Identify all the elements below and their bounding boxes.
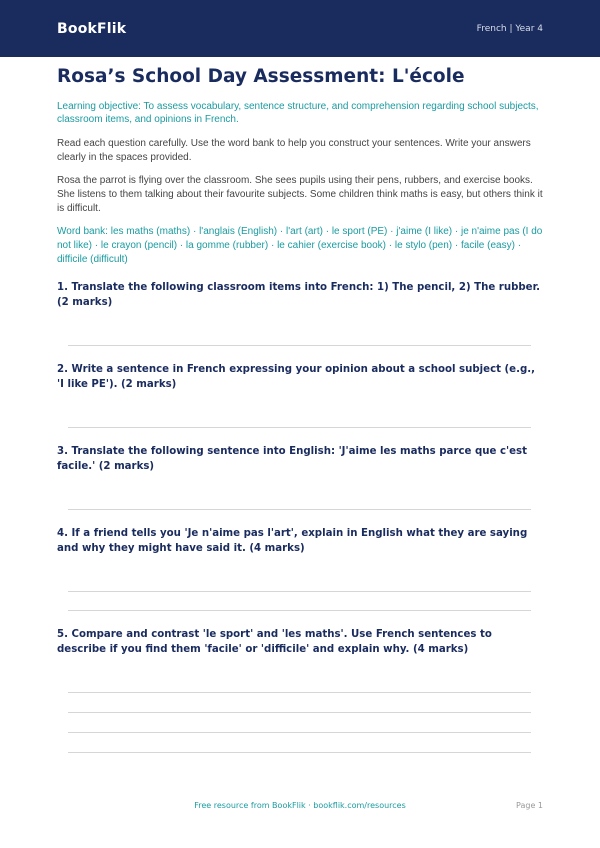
page-header — [0, 0, 600, 57]
footer-resource-link[interactable]: Free resource from BookFlik · bookflik.com/resources — [194, 801, 406, 810]
answer-line[interactable] — [68, 732, 531, 733]
answer-line[interactable] — [68, 591, 531, 592]
subject-year-label: French | Year 4 — [476, 23, 543, 34]
word-bank: Word bank: les maths (maths) · l'anglais (English) · l'art (art) · le sport (PE) · j'aime (I like) · je n'aime pas (I do not like) · le crayon (pencil) · la gomme (rubber) · le cahier (exercise book) · le stylo (pen) · facile (easy) · difficile (difficult) — [57, 226, 543, 265]
instructions-text: Read each question carefully. Use the word bank to help you construct your sentences. Write your answers clearly in the spaces provided. — [57, 138, 531, 163]
answer-line[interactable] — [68, 509, 531, 510]
question-4: 4. If a friend tells you 'Je n'aime pas l'art', explain in English what they are saying and why they might have said it. (4 marks) — [57, 528, 528, 554]
story-text: Rosa the parrot is flying over the classroom. She sees pupils using their pens, rubbers, and exercise books. She listens to them talking about their favourite subjects. Some children think maths is easy, but others think it is difficult. — [57, 175, 543, 214]
page-number: Page 1 — [516, 801, 543, 810]
brand-logo: BookFlik — [57, 20, 127, 37]
question-1: 1. Translate the following classroom items into French: 1) The pencil, 2) The rubber. (2 marks) — [57, 282, 541, 308]
question-3: 3. Translate the following sentence into English: 'J'aime les maths parce que c'est facile.' (2 marks) — [57, 446, 527, 472]
answer-line[interactable] — [68, 752, 531, 753]
learning-objective: Learning objective: To assess vocabulary, sentence structure, and comprehension regarding school subjects, classroom items, and opinions in French. — [57, 101, 539, 125]
question-2: 2. Write a sentence in French expressing your opinion about a school subject (e.g., 'I like PE'). (2 marks) — [57, 364, 535, 390]
page-footer — [0, 801, 600, 815]
answer-line[interactable] — [68, 692, 531, 693]
answer-line[interactable] — [68, 610, 531, 611]
intro-section — [57, 66, 543, 267]
page-title: Rosa’s School Day Assessment: L'école — [57, 66, 465, 87]
answer-line[interactable] — [68, 712, 531, 713]
answer-line[interactable] — [68, 427, 531, 428]
answer-line[interactable] — [68, 345, 531, 346]
question-5: 5. Compare and contrast 'le sport' and 'les maths'. Use French sentences to describe if you find them 'facile' or 'difficile' and explain why. (4 marks) — [57, 629, 492, 655]
